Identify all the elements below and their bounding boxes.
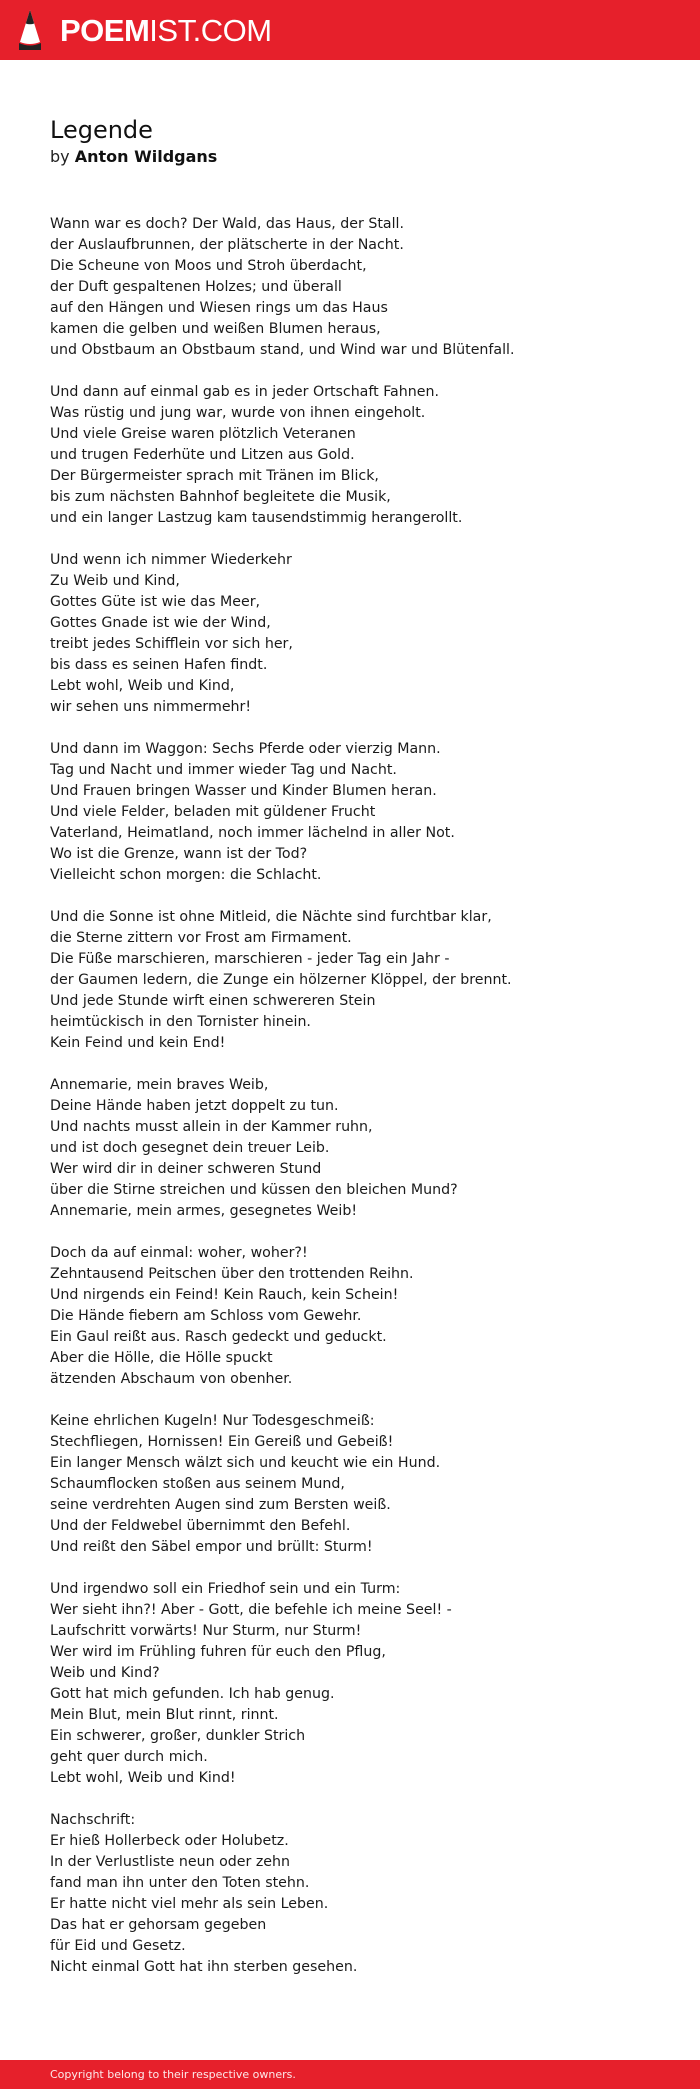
poem-stanza <box>50 1810 660 1978</box>
poem-line: über die Stirne streichen und küssen den bleichen Mund? <box>50 1182 458 1198</box>
poem-line: Wer wird dir in deiner schweren Stund <box>50 1161 322 1177</box>
poem-line: Und viele Greise waren plötzlich Veteranen <box>50 426 356 442</box>
poem-line: Die Scheune von Moos und Stroh überdacht, <box>50 258 367 274</box>
poem-line: der Auslaufbrunnen, der plätscherte in der Nacht. <box>50 237 404 253</box>
logo-light-part: IST.COM <box>149 12 272 48</box>
poem-line: Und nachts musst allein in der Kammer ruhn, <box>50 1119 373 1135</box>
poem-line: wir sehen uns nimmermehr! <box>50 699 252 715</box>
poem-line: Ein schwerer, großer, dunkler Strich <box>50 1728 306 1744</box>
poem-stanza <box>50 550 660 718</box>
poem-line: für Eid und Gesetz. <box>50 1938 186 1954</box>
poem-line: Die Hände fiebern am Schloss vom Gewehr. <box>50 1308 362 1324</box>
poem-line: Und reißt den Säbel empor und brüllt: Sturm! <box>50 1539 373 1555</box>
poem-line: Die Füße marschieren, marschieren - jeder Tag ein Jahr - <box>50 951 450 967</box>
poem-stanza <box>50 1075 660 1222</box>
poem-line: geht quer durch mich. <box>50 1749 208 1765</box>
poem-line: Keine ehrlichen Kugeln! Nur Todesgeschmeiß: <box>50 1413 375 1429</box>
poem-line: Lebt wohl, Weib und Kind! <box>50 1770 236 1786</box>
poem-line: Schaumflocken stoßen aus seinem Mund, <box>50 1476 345 1492</box>
poem-line: und ein langer Lastzug kam tausendstimmig herangerollt. <box>50 510 463 526</box>
poem-line: Ein Gaul reißt aus. Rasch gedeckt und geduckt. <box>50 1329 387 1345</box>
site-logo-link[interactable] <box>16 9 272 51</box>
poem-line: Vielleicht schon morgen: die Schlacht. <box>50 867 322 883</box>
poem-line: Wer wird im Frühling fuhren für euch den Pflug, <box>50 1644 386 1660</box>
poem-line: ätzenden Abschaum von obenher. <box>50 1371 293 1387</box>
poem-line: auf den Hängen und Wiesen rings um das Haus <box>50 300 388 316</box>
byline-prefix: by <box>50 147 70 166</box>
poem-title: Legende <box>50 116 153 144</box>
poem-line: Nicht einmal Gott hat ihn sterben gesehen. <box>50 1959 358 1975</box>
poem-line: Gottes Güte ist wie das Meer, <box>50 594 261 610</box>
poem-line: seine verdrehten Augen sind zum Bersten weiß. <box>50 1497 391 1513</box>
poem-line: der Duft gespaltenen Holzes; und überall <box>50 279 342 295</box>
poem-line: Zu Weib und Kind, <box>50 573 180 589</box>
poem-line: heimtückisch in den Tornister hinein. <box>50 1014 311 1030</box>
poem-line: Er hatte nicht viel mehr als sein Leben. <box>50 1896 329 1912</box>
poem-line: bis zum nächsten Bahnhof begleitete die Musik, <box>50 489 391 505</box>
poem-stanza <box>50 1411 660 1558</box>
site-logo-text <box>60 12 272 48</box>
poem-byline <box>50 147 660 167</box>
pencil-tip-logo-icon <box>16 9 44 51</box>
poem-line: und trugen Federhüte und Litzen aus Gold. <box>50 447 355 463</box>
poem-line: Lebt wohl, Weib und Kind, <box>50 678 235 694</box>
poem-line: Kein Feind und kein End! <box>50 1035 226 1051</box>
poem-line: fand man ihn unter den Toten stehn. <box>50 1875 310 1891</box>
poem-line: Und dann auf einmal gab es in jeder Ortschaft Fahnen. <box>50 384 439 400</box>
poem-line: Wo ist die Grenze, wann ist der Tod? <box>50 846 308 862</box>
poem-line: Mein Blut, mein Blut rinnt, rinnt. <box>50 1707 279 1723</box>
poem-stanza <box>50 382 660 529</box>
poem-line: Wann war es doch? Der Wald, das Haus, der Stall. <box>50 216 404 232</box>
poem-line: Stechfliegen, Hornissen! Ein Gereiß und Gebeiß! <box>50 1434 394 1450</box>
copyright-notice: Copyright belong to their respective owners. <box>50 2068 296 2081</box>
poem-line: Und irgendwo soll ein Friedhof sein und ein Turm: <box>50 1581 401 1597</box>
poem-line: Und der Feldwebel übernimmt den Befehl. <box>50 1518 351 1534</box>
poem-line: Tag und Nacht und immer wieder Tag und Nacht. <box>50 762 397 778</box>
site-footer <box>0 2060 700 2089</box>
poem-line: bis dass es seinen Hafen findt. <box>50 657 268 673</box>
poem-line: und Obstbaum an Obstbaum stand, und Wind war und Blütenfall. <box>50 342 515 358</box>
poem-line: Ein langer Mensch wälzt sich und keucht wie ein Hund. <box>50 1455 441 1471</box>
poem-line: Zehntausend Peitschen über den trottenden Reihn. <box>50 1266 414 1282</box>
poem-line: Er hieß Hollerbeck oder Holubetz. <box>50 1833 289 1849</box>
poem-line: Gottes Gnade ist wie der Wind, <box>50 615 271 631</box>
poem-line: Weib und Kind? <box>50 1665 160 1681</box>
poem-line: Und die Sonne ist ohne Mitleid, die Nächte sind furchtbar klar, <box>50 909 492 925</box>
poem-line: Und jede Stunde wirft einen schwereren Stein <box>50 993 376 1009</box>
poem-stanza <box>50 907 660 1054</box>
author-name[interactable]: Anton Wildgans <box>74 147 218 166</box>
logo-bold-part: POEM <box>60 12 150 48</box>
poem-line: Annemarie, mein braves Weib, <box>50 1077 269 1093</box>
poem-line: Gott hat mich gefunden. Ich hab genug. <box>50 1686 335 1702</box>
poem-line: Und dann im Waggon: Sechs Pferde oder vierzig Mann. <box>50 741 441 757</box>
poem-line: treibt jedes Schifflein vor sich her, <box>50 636 293 652</box>
poem-article <box>50 114 660 1999</box>
poem-line: In der Verlustliste neun oder zehn <box>50 1854 291 1870</box>
poem-stanza <box>50 214 660 361</box>
poem-line: Was rüstig und jung war, wurde von ihnen eingeholt. <box>50 405 426 421</box>
poem-line: die Sterne zittern vor Frost am Firmament. <box>50 930 352 946</box>
poem-line: Der Bürgermeister sprach mit Tränen im Blick, <box>50 468 379 484</box>
poem-line: Nachschrift: <box>50 1812 136 1828</box>
poem-stanza <box>50 1243 660 1390</box>
poem-stanza <box>50 1579 660 1789</box>
poem-line: und ist doch gesegnet dein treuer Leib. <box>50 1140 330 1156</box>
poem-line: Doch da auf einmal: woher, woher?! <box>50 1245 308 1261</box>
site-header <box>0 0 700 60</box>
poem-body <box>50 214 660 1978</box>
poem-line: Und wenn ich nimmer Wiederkehr <box>50 552 292 568</box>
poem-line: Annemarie, mein armes, gesegnetes Weib! <box>50 1203 358 1219</box>
poem-line: Laufschritt vorwärts! Nur Sturm, nur Sturm! <box>50 1623 362 1639</box>
poem-line: Deine Hände haben jetzt doppelt zu tun. <box>50 1098 339 1114</box>
poem-line: Wer sieht ihn?! Aber - Gott, die befehle ich meine Seel! - <box>50 1602 452 1618</box>
poem-line: Und nirgends ein Feind! Kein Rauch, kein Schein! <box>50 1287 399 1303</box>
poem-stanza <box>50 739 660 886</box>
poem-line: Das hat er gehorsam gegeben <box>50 1917 267 1933</box>
poem-line: Und viele Felder, beladen mit güldener Frucht <box>50 804 376 820</box>
poem-line: kamen die gelben und weißen Blumen heraus, <box>50 321 381 337</box>
poem-line: Aber die Hölle, die Hölle spuckt <box>50 1350 273 1366</box>
poem-line: der Gaumen ledern, die Zunge ein hölzerner Klöppel, der brennt. <box>50 972 512 988</box>
poem-line: Vaterland, Heimatland, noch immer lächelnd in aller Not. <box>50 825 455 841</box>
poem-line: Und Frauen bringen Wasser und Kinder Blumen heran. <box>50 783 437 799</box>
